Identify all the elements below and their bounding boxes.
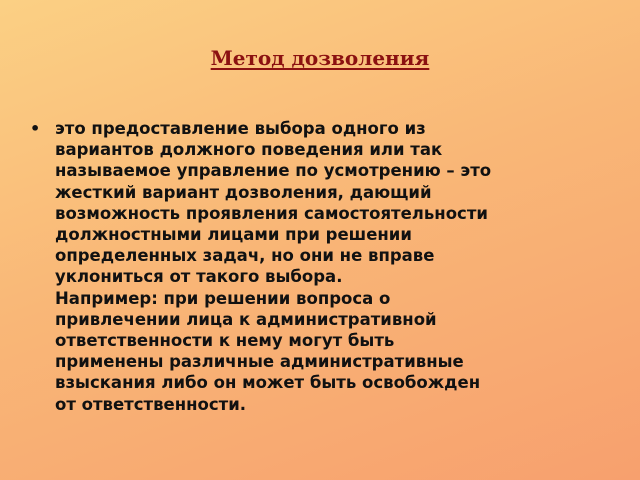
bullet-text-line: определенных задач, но они не вправе bbox=[55, 246, 435, 266]
slide-title: Метод дозволения bbox=[210, 46, 430, 70]
bullet-text-line: привлечении лица к административной bbox=[55, 309, 437, 329]
bullet-text-line: от ответственности. bbox=[55, 394, 247, 414]
bullet-text-line: должностными лицами при решении bbox=[55, 225, 412, 245]
bullet-text-line: Например: при решении вопроса о bbox=[55, 288, 391, 308]
bullet-text-line: уклониться от такого выбора. bbox=[55, 267, 343, 287]
bullet-text-line: применены различные административные bbox=[55, 352, 464, 372]
bullet-text-line: ответственности к нему могут быть bbox=[55, 331, 395, 351]
bullet-text-line: жесткий вариант дозволения, дающий bbox=[55, 182, 432, 202]
bullet-item bbox=[30, 118, 590, 415]
bullet-text-line: взыскания либо он может быть освобожден bbox=[55, 373, 481, 393]
bullet-dot-icon: • bbox=[30, 119, 41, 138]
bullet-text-line: вариантов должного поведения или так bbox=[55, 140, 443, 160]
bullet-text-line: это предоставление выбора одного из bbox=[55, 119, 426, 138]
bullet-text-line: называемое управление по усмотрению – это bbox=[55, 161, 492, 181]
bullet-text-line: возможность проявления самостоятельности bbox=[55, 203, 488, 223]
bullet-list bbox=[30, 118, 590, 415]
